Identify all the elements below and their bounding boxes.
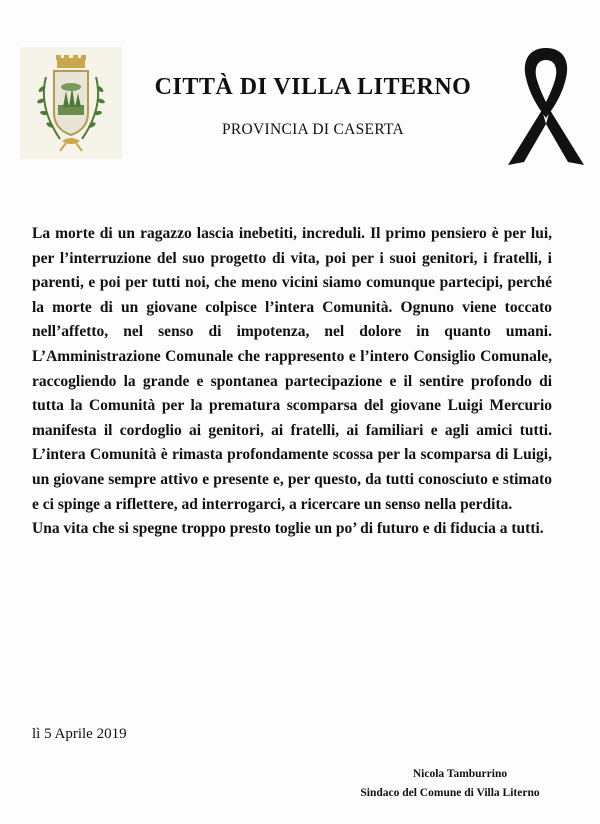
signer-role: Sindaco del Comune di Villa Literno [360, 787, 540, 799]
signature-block [300, 765, 600, 803]
page-title: CITTÀ DI VILLA LITERNO [154, 74, 472, 100]
mourning-ribbon-icon [498, 40, 594, 175]
message-paragraph: Una vita che si spegne troppo presto toglie un po’ di futuro e di fiducia a tutti. [32, 520, 544, 538]
document-date: lì 5 Aprile 2019 [32, 726, 127, 742]
message-body [32, 222, 552, 542]
page-subtitle: PROVINCIA DI CASERTA [221, 121, 405, 138]
municipal-crest-icon [20, 47, 122, 159]
signer-name: Nicola Tamburrino [412, 768, 508, 780]
message-paragraph: La morte di un ragazzo lascia inebetiti, increduli. Il primo pensiero è per lui, per l’interruzione del suo progetto di vita, poi per i suoi genitori, i fratelli, i parenti, e poi per tutti noi, che meno vicini siamo comunque partecipi, perché la morte di un giovane colpisce l’intera Comunità. Ognuno viene toccato nell’affetto, nel senso di impotenza, nel dolore in quanto umani. L’Amministrazione Comunale che rappresento e l’intero Consiglio Comunale, raccogliendo la grande e spontanea partecipazione e il sentire profondo di tutta la Comunità per la prematura scomparsa del giovane Luigi Mercurio manifesta il cordoglio ai genitori, ai fratelli, ai familiari e agli amici tutti. L’intera Comunità è rimasta profondamente scossa per la scomparsa di Luigi, un giovane sempre attivo e presente e, per questo, da tutti conosciuto e stimato e ci spinge a riflettere, ad interrogarci, a ricercare un senso nella perdita. [32, 225, 552, 513]
